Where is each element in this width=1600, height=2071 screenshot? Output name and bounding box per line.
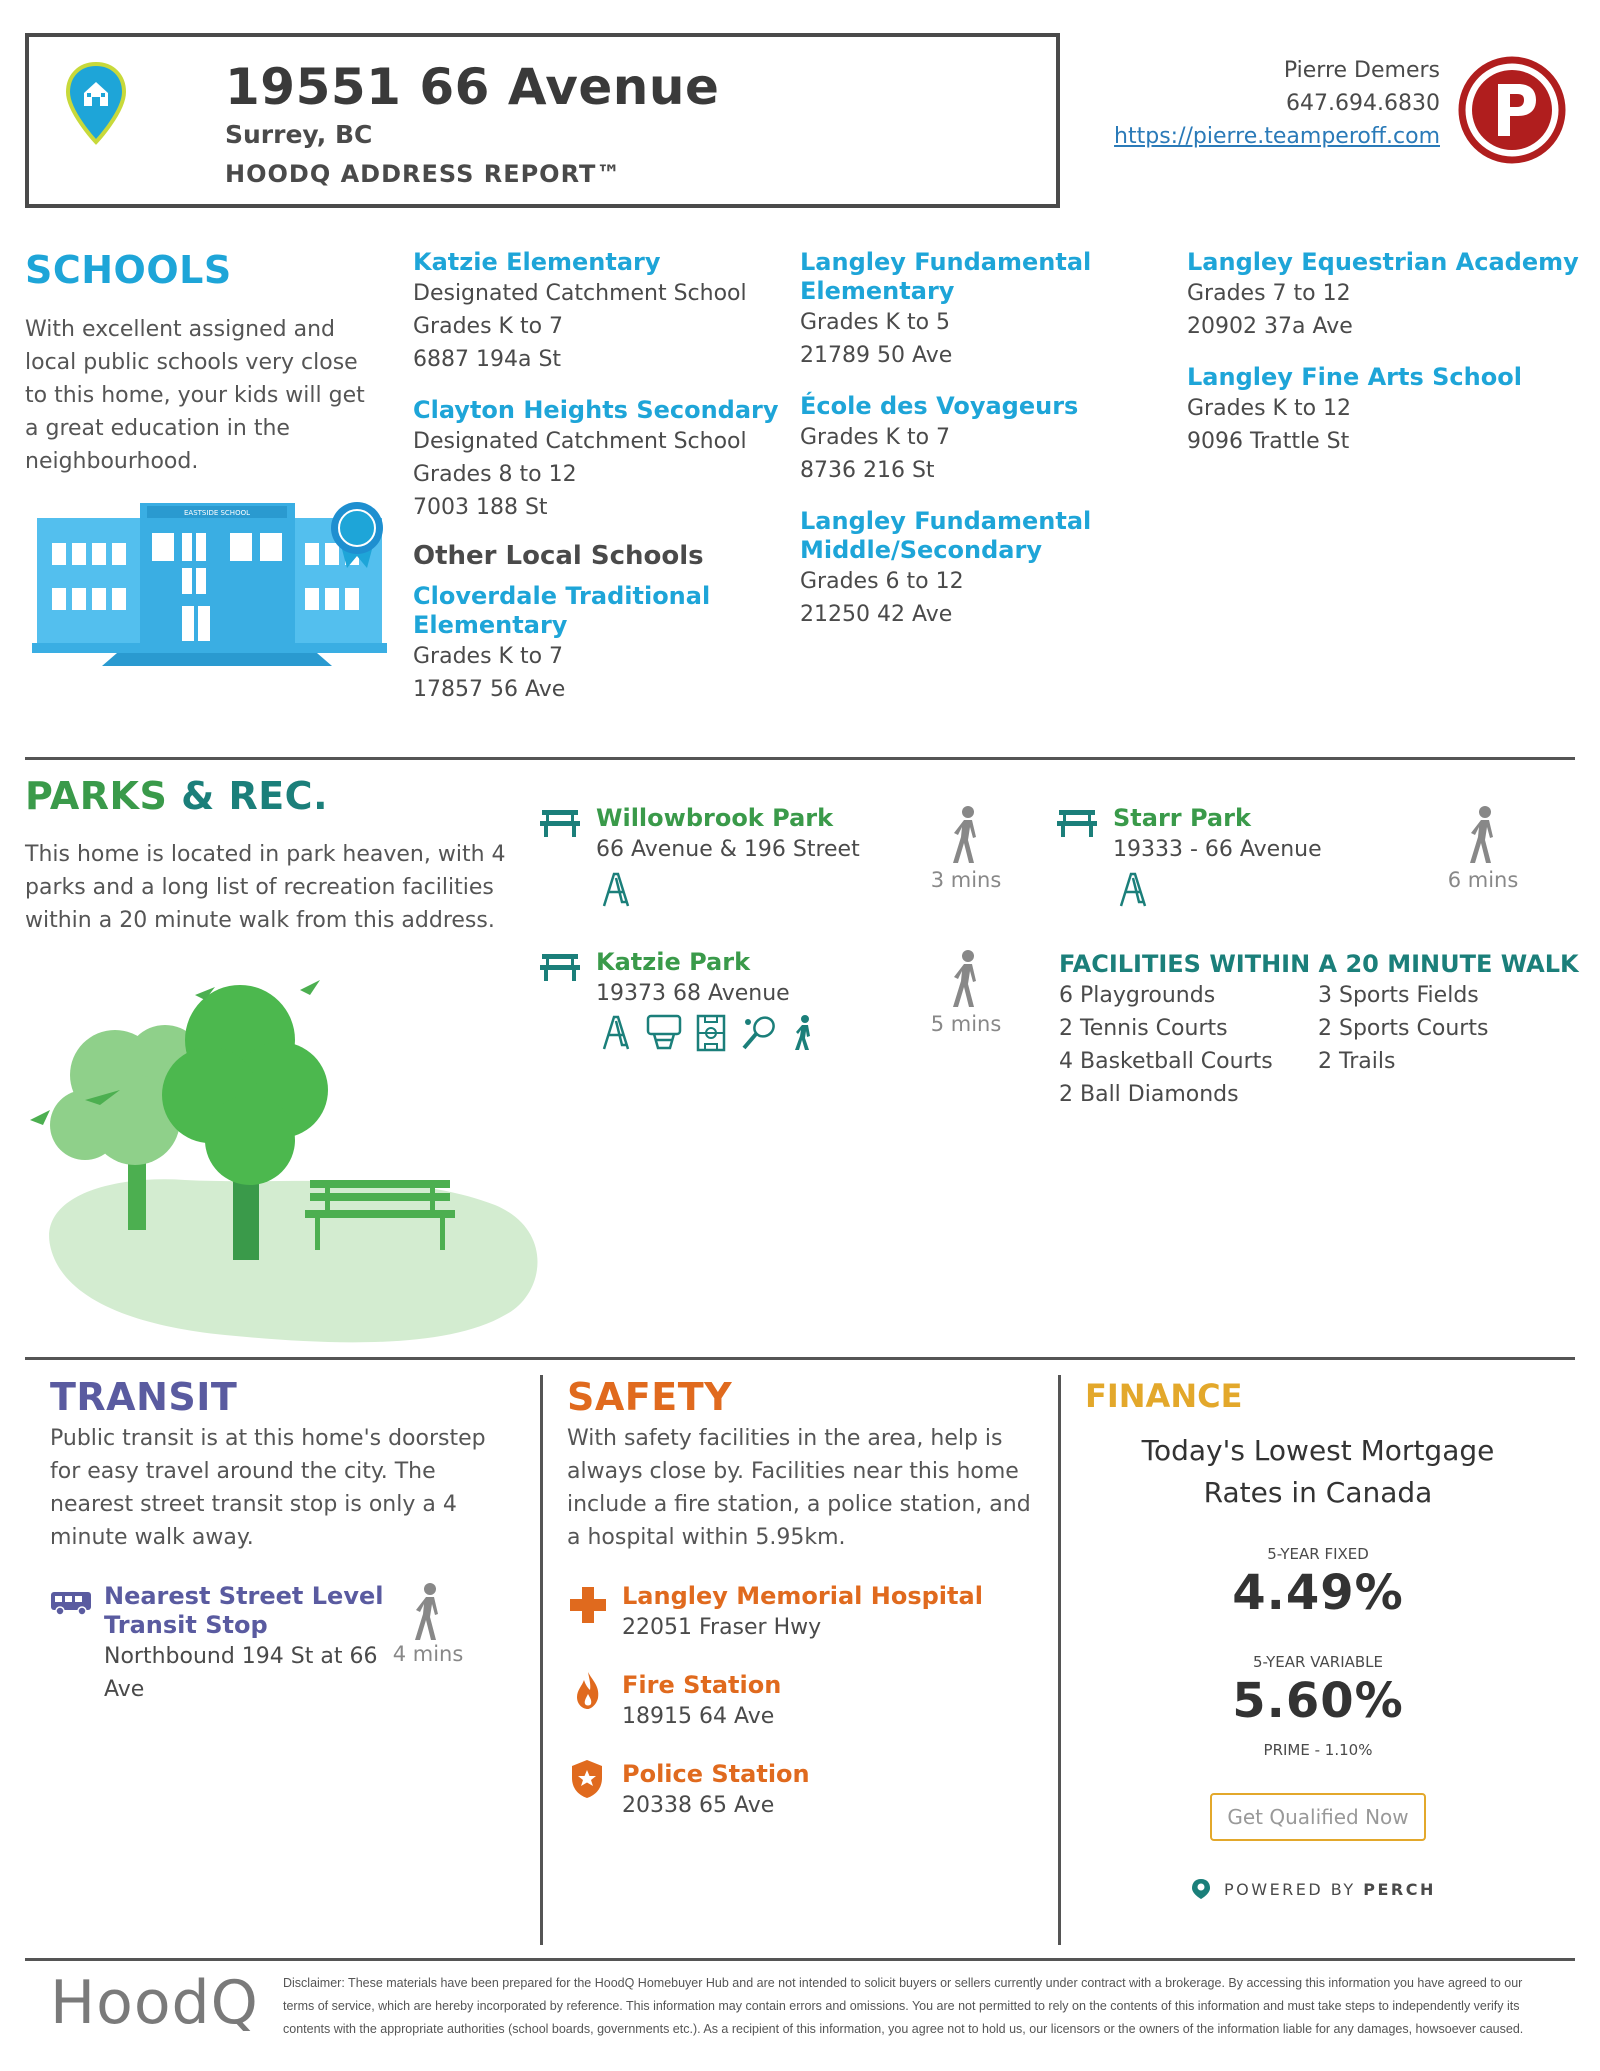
safety-item[interactable] [622,1582,1022,1644]
school-address: 8736 216 St [800,458,935,483]
park-name[interactable]: Starr Park [1113,804,1251,832]
park-bench-icon [540,952,580,982]
park-name[interactable]: Willowbrook Park [596,804,834,832]
facility-item: 6 Playgrounds [1059,983,1216,1008]
powered-by-label: POWERED BY [1224,1879,1364,1899]
bus-icon [50,1590,92,1616]
finance-title: FINANCE [1085,1377,1243,1415]
transit-title: TRANSIT [50,1375,238,1419]
walk-time: 5 mins [930,1012,1002,1036]
parks-title-b: & REC. [181,774,329,818]
walking-person-icon [946,805,986,865]
school-grades: Grades K to 12 [1187,396,1352,421]
school-grades: Grades 7 to 12 [1187,281,1351,306]
school-grades: Grades 8 to 12 [413,462,577,487]
section-divider [25,1357,1575,1360]
school-name[interactable]: Katzie Elementary [413,248,661,276]
safety-title: SAFETY [567,1375,733,1419]
school-name[interactable]: Clayton Heights Secondary [413,396,779,424]
transit-description: Public transit is at this home's doorstep for easy travel around the city. The nearest street transit stop is only a 4 minute walk away. [50,1426,486,1550]
perch-brand: PERCH [1363,1879,1436,1899]
school-name[interactable]: Langley Fine Arts School [1187,363,1522,391]
playground-icon [600,1014,632,1052]
safety-item-name[interactable]: Fire Station [622,1671,782,1699]
safety-item-name[interactable]: Police Station [622,1760,810,1788]
school-grades: Grades K to 7 [413,314,564,339]
safety-item-name[interactable]: Langley Memorial Hospital [622,1582,983,1610]
school-type: Designated Catchment School [413,429,747,454]
school-address: 17857 56 Ave [413,677,566,702]
park-item[interactable] [596,948,896,1010]
schools-column-2 [413,248,783,706]
school-name[interactable]: École des Voyageurs [800,392,1079,420]
park-bench-icon [540,808,580,838]
school-name[interactable]: Langley Equestrian Academy [1187,248,1579,276]
hospital-cross-icon [568,1585,608,1625]
transit-stop-address-cont: Ave [104,1677,145,1702]
school-name-cont[interactable]: Elementary [800,277,955,305]
walk-time: 4 mins [392,1642,464,1666]
school-type: Designated Catchment School [413,281,747,306]
park-address: 19333 - 66 Avenue [1113,837,1322,862]
basketball-hoop-icon [646,1014,682,1052]
house-pin-icon [65,62,127,146]
safety-item-address: 22051 Fraser Hwy [622,1615,822,1640]
school-grades: Grades K to 7 [413,644,564,669]
facilities-title: FACILITIES WITHIN A 20 MINUTE WALK [1059,950,1579,978]
sports-field-icon [696,1014,726,1052]
walk-time: 3 mins [930,868,1002,892]
agent-contact [1114,54,1440,153]
facility-item: 2 Sports Courts [1318,1016,1489,1041]
school-address: 20902 37a Ave [1187,314,1353,339]
flame-icon [574,1670,602,1710]
walk-time: 6 mins [1447,868,1519,892]
walking-person-icon [946,949,986,1009]
powered-by-perch[interactable] [1190,1878,1436,1900]
section-divider [25,1958,1575,1961]
school-name-cont[interactable]: Elementary [413,611,568,639]
fixed-rate-value: 4.49% [1232,1565,1404,1621]
school-name[interactable]: Langley Fundamental [800,248,1092,276]
facility-item: 4 Basketball Courts [1059,1049,1273,1074]
agent-name: Pierre Demers [1283,58,1440,83]
safety-item[interactable] [622,1671,1022,1733]
school-name-cont[interactable]: Middle/Secondary [800,536,1042,564]
get-qualified-button[interactable]: Get Qualified Now [1210,1793,1426,1841]
disclaimer-line: contents with the appropriate authorities (school boards, governments etc.). As a recipient of this information, you agree not to hold us, our licensors or the owners of the information liable for any damages, howsoever caused. [283,2022,1524,2036]
school-name[interactable]: Cloverdale Traditional [413,582,711,610]
safety-item[interactable] [622,1760,1022,1822]
page-title: 19551 66 Avenue [225,58,720,116]
park-amenity-icons [600,1014,816,1054]
perch-logo-icon [1190,1878,1212,1900]
section-divider [25,757,1575,760]
school-grades: Grades K to 5 [800,310,951,335]
walking-person-icon [408,1582,448,1642]
facility-item: 2 Tennis Courts [1059,1016,1228,1041]
safety-item-address: 18915 64 Ave [622,1704,775,1729]
schools-title: SCHOOLS [25,248,232,292]
walking-person-icon [1463,805,1503,865]
facility-item: 2 Trails [1318,1049,1396,1074]
other-schools-heading: Other Local Schools [413,541,704,571]
playground-icon [1117,872,1149,908]
facility-item: 2 Ball Diamonds [1059,1082,1239,1107]
school-grades: Grades K to 7 [800,425,951,450]
variable-rate-label: 5-YEAR VARIABLE [1252,1653,1384,1671]
safety-description: With safety facilities in the area, help is always close by. Facilities near this home include a fire station, a police station, and a hospital within 5.95km. [567,1426,1031,1550]
transit-stop-name[interactable]: Nearest Street Level [104,1582,384,1610]
facilities-list-left [1059,979,1319,1111]
park-name[interactable]: Katzie Park [596,948,751,976]
facility-item: 3 Sports Fields [1318,983,1479,1008]
park-address: 19373 68 Avenue [596,981,790,1006]
facilities-list-right [1318,979,1578,1078]
transit-stop[interactable] [104,1582,394,1706]
disclaimer [283,1972,1578,2041]
prime-rate-label: PRIME - 1.10% [1263,1741,1373,1759]
school-sign-text: EASTSIDE SCHOOL [184,509,250,517]
tennis-racket-icon [740,1014,778,1052]
school-address: 21250 42 Ave [800,602,953,627]
variable-rate-value: 5.60% [1232,1673,1404,1729]
column-divider [1058,1375,1061,1945]
school-name[interactable]: Langley Fundamental [800,507,1092,535]
safety-item-address: 20338 65 Ave [622,1793,775,1818]
school-building-illustration [32,488,394,666]
fixed-rate-label: 5-YEAR FIXED [1267,1545,1369,1563]
parks-title-a: PARKS [25,774,168,818]
park-illustration [25,965,545,1350]
hoodq-brand-logo: HoodQ [50,1968,259,2038]
disclaimer-line: Disclaimer: These materials have been prepared for the HoodQ Homebuyer Hub and are not intended to solicit buyers or sellers currently under contract with a brokerage. By accessing this information you have agreed to our [283,1976,1523,1990]
park-bench-icon [1057,808,1097,838]
schools-description: With excellent assigned and local public schools very close to this home, your kids will get a great education in the neighbourhood. [25,317,365,474]
report-label: HOODQ ADDRESS REPORT™ [225,160,622,188]
school-address: 9096 Trattle St [1187,429,1350,454]
column-divider [540,1375,543,1945]
park-item[interactable] [1113,804,1413,866]
parks-description: This home is located in park heaven, with 4 parks and a long list of recreation facilities within a 20 minute walk from this address. [25,842,506,933]
playground-icon [600,872,632,908]
police-badge-icon [570,1758,604,1800]
agent-phone[interactable]: 647.694.6830 [1286,91,1440,116]
park-item[interactable] [596,804,896,866]
school-address: 6887 194a St [413,347,562,372]
hiking-person-icon [792,1014,816,1052]
schools-column-4 [1187,248,1587,458]
agent-logo-p [1458,56,1566,164]
disclaimer-line: terms of service, which are hereby incorporated by reference. This information may contain errors and omissions. You are not permitted to rely on the contents of this information and must take steps to independently verify its [283,1999,1520,2013]
parks-title [25,774,328,818]
finance-heading-line2: Rates in Canada [1203,1476,1433,1509]
school-address: 7003 188 St [413,495,548,520]
school-address: 21789 50 Ave [800,343,953,368]
finance-heading [1138,1430,1498,1514]
school-grades: Grades 6 to 12 [800,569,964,594]
schools-column-3 [800,248,1170,631]
agent-website-link[interactable]: https://pierre.teamperoff.com [1114,124,1440,149]
park-address: 66 Avenue & 196 Street [596,837,860,862]
transit-stop-address: Northbound 194 St at 66 [104,1644,378,1669]
transit-stop-name-cont[interactable]: Transit Stop [104,1611,268,1639]
finance-heading-line1: Today's Lowest Mortgage [1141,1434,1495,1467]
address-city: Surrey, BC [225,120,373,149]
